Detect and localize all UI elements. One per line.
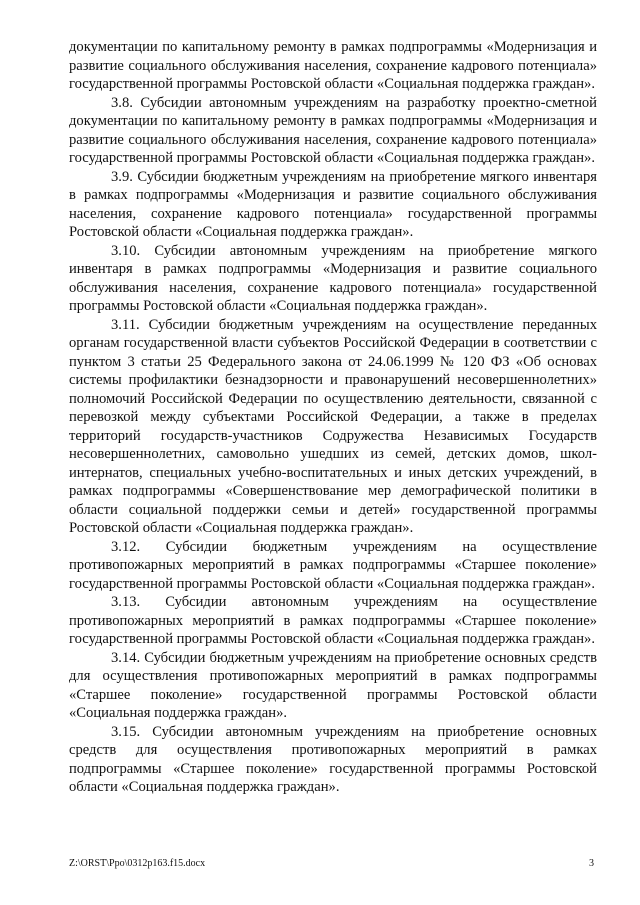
paragraph-3-13: 3.13. Субсидии автономным учреждениям на осуществление противопожарных мероприятий в рамках подпрограммы «Старшее поколение» государственной программы Ростовской области «Социальная поддержка граждан». <box>69 594 597 647</box>
paragraph-3-14: 3.14. Субсидии бюджетным учреждениям на приобретение основных средств для осуществления противопожарных мероприятий в рамках подпрограммы «Старшее поколение» государственной программы Ростовской области «Социальная поддержка граждан». <box>69 649 597 721</box>
paragraph-continuation: документации по капитальному ремонту в рамках подпрограммы «Модернизация и развитие социального обслуживания населения, сохранение кадрового потенциала» государственной программы Ростовской области «Социальная поддержка граждан». <box>69 39 597 92</box>
paragraph-3-15: 3.15. Субсидии автономным учреждениям на приобретение основных средств для осуществления противопожарных мероприятий в рамках подпрограммы «Старшее поколение» государственной программы Ростовской области «Социальная поддержка граждан». <box>69 723 597 795</box>
footer-file-path: Z:\ORST\Ppo\0312p163.f15.docx <box>69 858 206 869</box>
paragraph-3-8: 3.8. Субсидии автономным учреждениям на разработку проектно-сметной документации по капитальному ремонту в рамках подпрограммы «Модернизация и развитие социального обслуживания населения, сохранение кадрового потенциала» государственной программы Ростовской области «Социальная поддержка граждан». <box>69 94 597 166</box>
page-number: 3 <box>589 858 594 869</box>
paragraph-3-11: 3.11. Субсидии бюджетным учреждениям на осуществление переданных органам государственной власти субъектов Российской Федерации в соответствии с пунктом 3 статьи 25 Федерального закона от 24.06.1999 № 120 ФЗ «Об основах системы профилактики безнадзорности и правонарушений несовершеннолетних» полномочий Российской Федерации по осуществлению деятельности, связанной с перевозкой между субъектами Российской Федерации, а также в пределах территорий государств-участников Содружества Независимых Государств несовершеннолетних, самовольно ушедших из семей, детских домов, школ-интернатов, специальных учебно-воспитательных и иных детских учреждений, в рамках подпрограммы «Совершенствование мер демографической политики в области социальной поддержки семьи и детей» государственной программы Ростовской области «Социальная поддержка граждан». <box>69 316 597 536</box>
paragraph-3-9: 3.9. Субсидии бюджетным учреждениям на приобретение мягкого инвентаря в рамках подпрограммы «Модернизация и развитие социального обслуживания населения, сохранение кадрового потенциала» государственной программы Ростовской области «Социальная поддержка граждан». <box>69 168 597 240</box>
paragraph-3-12: 3.12. Субсидии бюджетным учреждениям на осуществление противопожарных мероприятий в рамках подпрограммы «Старшее поколение» государственной программы Ростовской области «Социальная поддержка граждан». <box>69 538 597 592</box>
document-body <box>69 38 597 797</box>
paragraph-3-10: 3.10. Субсидии автономным учреждениям на приобретение мягкого инвентаря в рамках подпрограммы «Модернизация и развитие социального обслуживания населения, сохранение кадрового потенциала» государственной программы Ростовской области «Социальная поддержка граждан». <box>69 242 597 314</box>
